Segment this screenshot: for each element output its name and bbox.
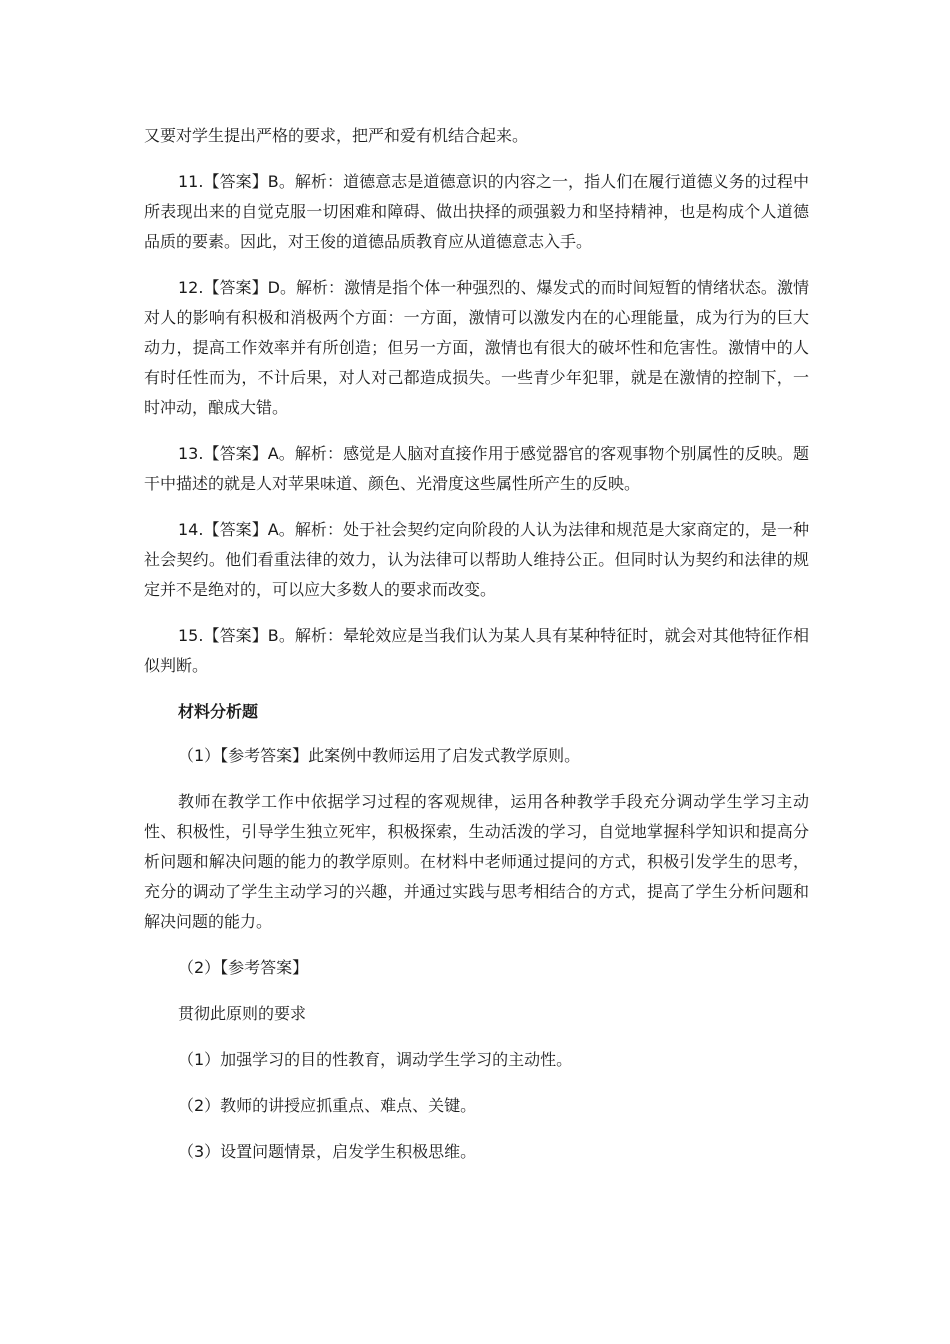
section-heading: 材料分析题: [178, 702, 259, 721]
question-1-explanation: 教师在教学工作中依据学习过程的客观规律，运用各种教学手段充分调动学生学习主动性、积极性，引导学生独立死牢，积极探索，生动活泼的学习，自觉地掌握科学知识和提高分析问题和解决问题的能力的教学原则。在材料中老师通过提问的方式，积极引发学生的思考，充分的调动了学生主动学习的兴趣，并通过实践与思考相结合的方式，提高了学生分析问题和解决问题的能力。: [144, 792, 809, 931]
question-2-lead: 贯彻此原则的要求: [178, 1004, 307, 1023]
question-2-answer: （2）【参考答案】: [178, 958, 309, 977]
answer-15: 15.【答案】B。解析：晕轮效应是当我们认为某人具有某种特征时，就会对其他特征作相似判断。: [144, 626, 809, 675]
requirement-1: （1）加强学习的目的性教育，调动学生学习的主动性。: [178, 1050, 573, 1069]
answer-12: 12.【答案】D。解析：激情是指个体一种强烈的、爆发式的而时间短暂的情绪状态。激情对人的影响有积极和消极两个方面：一方面，激情可以激发内在的心理能量，成为行为的巨大动力，提高工作效率并有所创造；但另一方面，激情也有很大的破坏性和危害性。激情中的人有时任性而为，不计后果，对人对己都造成损失。一些青少年犯罪，就是在激情的控制下，一时冲动，酿成大错。: [144, 278, 809, 417]
document-body: [144, 121, 809, 1183]
answer-13: 13.【答案】A。解析：感觉是人脑对直接作用于感觉器官的客观事物个别属性的反映。题干中描述的就是人对苹果味道、颜色、光滑度这些属性所产生的反映。: [144, 444, 809, 493]
answer-11: 11.【答案】B。解析：道德意志是道德意识的内容之一，指人们在履行道德义务的过程中所表现出来的自觉克服一切困难和障碍、做出抉择的顽强毅力和坚持精神，也是构成个人道德品质的要素。因此，对王俊的道德品质教育应从道德意志入手。: [144, 172, 809, 251]
paragraph-continuation: 又要对学生提出严格的要求，把严和爱有机结合起来。: [144, 126, 529, 145]
question-1-answer: （1）【参考答案】此案例中教师运用了启发式教学原则。: [178, 746, 581, 765]
answer-14: 14.【答案】A。解析：处于社会契约定向阶段的人认为法律和规范是大家商定的，是一种社会契约。他们看重法律的效力，认为法律可以帮助人维持公正。但同时认为契约和法律的规定并不是绝对的，可以应大多数人的要求而改变。: [144, 520, 809, 599]
requirement-3: （3）设置问题情景，启发学生积极思维。: [178, 1142, 477, 1161]
requirement-2: （2）教师的讲授应抓重点、难点、关键。: [178, 1096, 477, 1115]
